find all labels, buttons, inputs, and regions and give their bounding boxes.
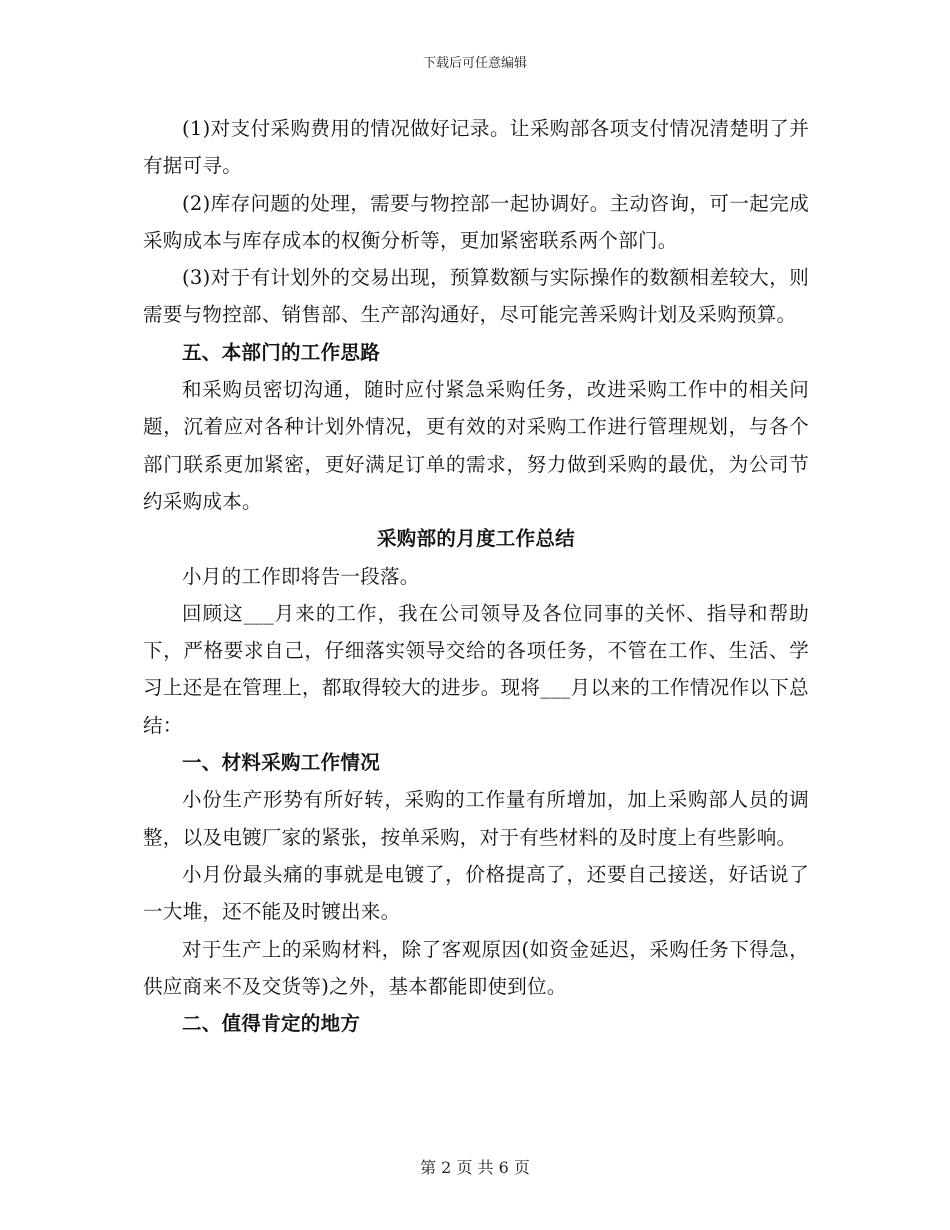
paragraph-electroplating: 小月份最头痛的事就是电镀了，价格提高了，还要自己接送，好话说了一大堆，还不能及时镀出来。 bbox=[143, 862, 809, 924]
section-heading-material-purchase: 一、材料采购工作情况 bbox=[182, 751, 381, 775]
paragraph-inventory: (2)库存问题的处理，需要与物控部一起协调好。主动咨询，可一起完成采购成本与库存成本的权衡分析等，更加紧密联系两个部门。 bbox=[143, 191, 809, 252]
document-body bbox=[143, 110, 809, 1042]
section-heading-work-approach: 五、本部门的工作思路 bbox=[182, 340, 381, 364]
section-heading-achievements: 二、值得肯定的地方 bbox=[182, 1012, 361, 1036]
page-footer: 第 2 页 共 6 页 bbox=[420, 1158, 530, 1177]
paragraph-payment-record: (1)对支付采购费用的情况做好记录。让采购部各项支付情况清楚明了并有据可寻。 bbox=[143, 117, 809, 178]
paragraph-review: 回顾这___月来的工作，我在公司领导及各位同事的关怀、指导和帮助下，严格要求自己，仔细落实领导交给的各项任务，不管在工作、生活、学习上还是在管理上，都取得较大的进步。现将___月以来的工作情况作以下总结： bbox=[143, 601, 809, 737]
paragraph-production-materials: 对于生产上的采购材料，除了客观原因(如资金延迟，采购任务下得急，供应商来不及交货等)之外，基本都能即使到位。 bbox=[143, 937, 809, 998]
paragraph-month-end: 小月的工作即将告一段落。 bbox=[182, 564, 420, 588]
paragraph-work-approach: 和采购员密切沟通，随时应付紧急采购任务，改进采购工作中的相关问题，沉着应对各种计划外情况，更有效的对采购工作进行管理规划，与各个部门联系更加紧密，更好满足订单的需求，努力做到采购的最优，为公司节约采购成本。 bbox=[143, 378, 809, 513]
page-header: 下载后可任意编辑 bbox=[422, 56, 527, 71]
paragraph-unplanned-trade: (3)对于有计划外的交易出现，预算数额与实际操作的数额相差较大，则需要与物控部、销售部、生产部沟通好，尽可能完善采购计划及采购预算。 bbox=[143, 266, 809, 327]
document-title: 采购部的月度工作总结 bbox=[376, 527, 575, 551]
paragraph-production-situation: 小份生产形势有所好转，采购的工作量有所增加，加上采购部人员的调整，以及电镀厂家的紧张，按单采购，对于有些材料的及时度上有些影响。 bbox=[143, 788, 809, 849]
